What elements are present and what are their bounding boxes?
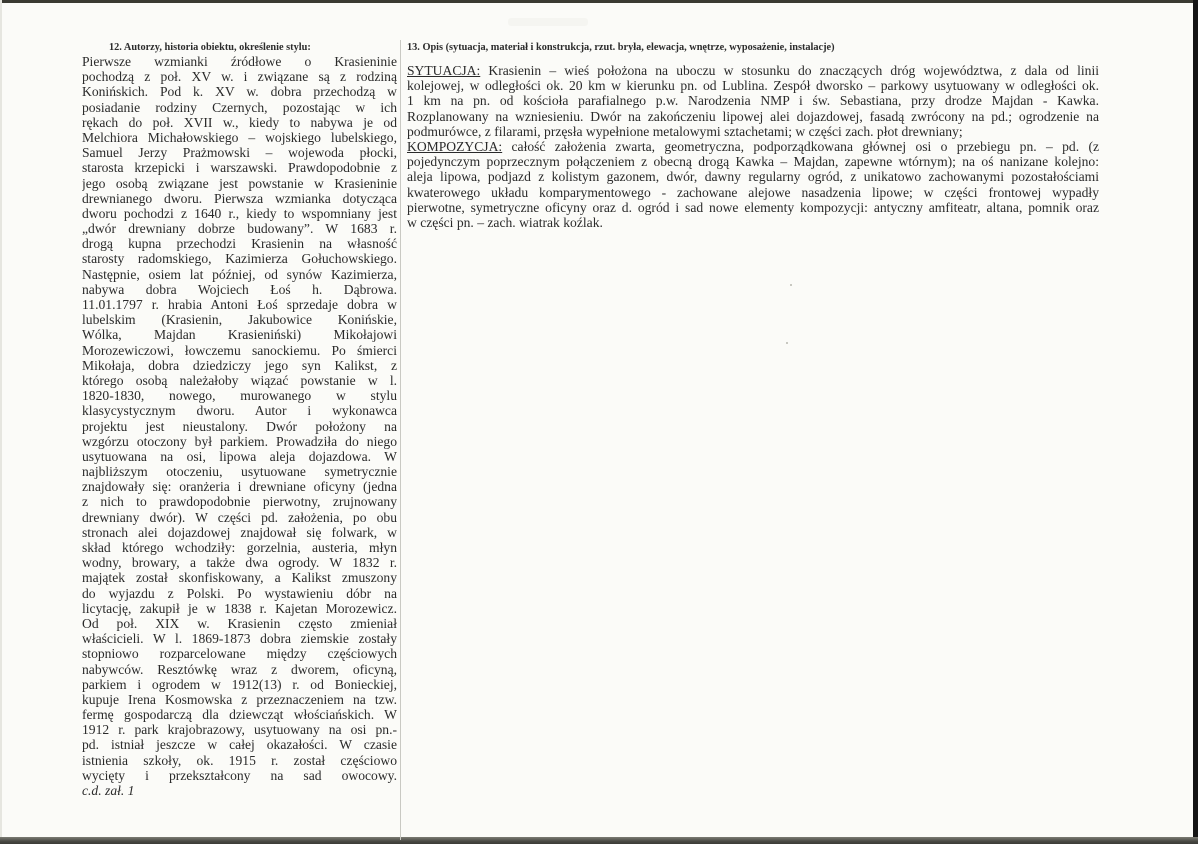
text-line: w części pn. – zach. wiatrak koźlak. xyxy=(407,214,603,230)
sytuacja-text: Krasienin – wieś położona na uboczu w stosunku do znaczących dróg województwa, z dala od linii xyxy=(480,63,1099,78)
section-13-description xyxy=(407,41,1099,230)
text-line: jego osobą związane jest powstanie w Krasieninie xyxy=(82,175,397,191)
text-line: Pierwsze wzmianki źródłowe o Krasieninie xyxy=(82,54,397,69)
text-line: wzgórzu otoczony był parkiem. Prowadziła do niego xyxy=(82,433,397,449)
text-line: Następnie, osiem lat później, od synów Kazimierza, xyxy=(82,266,397,282)
text-line: drogą kupna przechodzi Krasienin na własność xyxy=(82,236,397,252)
text-line: Od poł. XIX w. Krasienin często zmieniał xyxy=(82,615,397,631)
text-line: „dwór drewniany dobrze budowany”. W 1683 r. xyxy=(82,221,397,237)
text-line: projektu jest nieustalony. Dwór położony na xyxy=(82,418,397,434)
text-line: pierwotne, symetryczne oficyny oraz d. ogród i sad nowe elementy kompozycji: antyczny amfiteatr, altana, pomnik oraz xyxy=(407,199,1099,215)
text-line: wycięty i przekształcony na sad owocowy. xyxy=(82,767,397,783)
text-line: Wólka, Majdan Krasieniński) Mikołajowi xyxy=(82,327,397,343)
text-line xyxy=(407,63,1099,78)
text-line: 1820-1830, nowego, murowanego w stylu xyxy=(82,388,397,404)
column-divider xyxy=(400,40,401,840)
text-line: Melchiora Michałowskiego – wojskiego lubelskiego, xyxy=(82,129,397,145)
text-line: skład którego wchodziły: gorzelnia, austeria, młyn xyxy=(82,540,397,555)
text-line: nabywa dobra Wojciech Łoś h. Dąbrowa. xyxy=(82,281,397,297)
text-line: drewniany dwór). W części pd. założenia, po obu xyxy=(82,509,397,525)
text-line: Samuel Jerzy Prażmowski – wojewoda płocki, xyxy=(82,145,397,161)
sytuacja-label: SYTUACJA: xyxy=(407,63,481,78)
text-line: dworu pochodzi z 1640 r., kiedy to wspomniany jest xyxy=(82,205,397,221)
text-line: kolejowej, w odległości ok. 20 km w kierunku pn. od Lublina. Zespół dworsko – parkowy usytuowany w odległości ok. xyxy=(407,78,1099,94)
text-line: kwaterowego układu komparymentowego - zachowane alejowe nasadzenia lipowe; w części frontowej wypadły xyxy=(407,184,1099,200)
text-line: 1912 r. park krajobrazowy, usytuowany na osi pn.- xyxy=(82,722,397,738)
text-line: kupuje Irena Kosmowska z przeznaczeniem na tzw. xyxy=(82,691,397,707)
text-line: parkiem i ogrodem w 1912(13) r. od Bonieckiej, xyxy=(82,676,397,692)
scan-edge-bottom xyxy=(0,837,1198,844)
scan-edge-top xyxy=(0,0,1198,3)
text-line: starosty radomskiego, Kazimierza Gołuchowskiego. xyxy=(82,251,397,267)
section-12-heading: 12. Autorzy, historia obiektu, określenie stylu: xyxy=(109,42,311,53)
text-line: istnienia szkoły, ok. 1915 r. został częściowo xyxy=(82,752,397,768)
section-13-heading: 13. Opis (sytuacja, materiał i konstrukcja, rzut. bryła, elewacja, wnętrze, wyposażenie, instalacje) xyxy=(407,42,835,53)
text-line: pojedynczym poprzecznym połączeniem z obecną drogą Kawka – Majdan, zapewne wtórnym); na oś nanizane kolejno: xyxy=(407,154,1099,170)
text-line: majątek został skonfiskowany, a Kalikst zmuszony xyxy=(82,570,397,586)
text-line: znajdowały się: oranżeria i drewniane oficyny (jedna xyxy=(82,479,397,495)
text-line: aleja lipowa, podjazd z kolistym gazonem, dwór, dawny regularny ogród, z unikatowo zachowanymi pozostałościami xyxy=(407,169,1099,185)
text-line: stopniowo rozparcelowane między częściowych xyxy=(82,646,397,662)
text-line: podmurówce, z filarami, przęsła wypełnione metalowymi sztachetami; w części zach. płot drewniany; xyxy=(407,123,963,139)
text-line: Rozplanowany na wzniesieniu. Dwór na zakończeniu lipowej alei dojazdowej, fasadą zwrócony na pd.; ogrodzenie na xyxy=(407,108,1099,124)
text-line: wodny, browary, a także dwa ogrody. W 1832 r. xyxy=(82,555,397,571)
section-13-body xyxy=(407,63,1099,230)
text-line: 11.01.1797 r. hrabia Antoni Łoś sprzedaje dobra w xyxy=(82,297,397,312)
text-line: licytację, zakupił je w 1838 r. Kajetan Morozewicz. xyxy=(82,600,397,616)
kompozycja-text: całość założenia zwarta, geometryczna, podporządkowana głównej osi o przebiegu pn. – pd. (z xyxy=(502,138,1099,154)
continuation-note: c.d. zał. 1 xyxy=(82,783,135,798)
text-line: Morozewiczowi, łowczemu sanockiemu. Po śmierci xyxy=(82,342,397,358)
kompozycja-label: KOMPOZYCJA: xyxy=(407,138,503,154)
text-line: Mikołaja, dobra dziedziczy jego syn Kalikst, z xyxy=(82,357,397,373)
text-line: posiadanie rodziny Czernych, pozostając w ich xyxy=(82,99,397,115)
text-line: Konińskich. Pod k. XV w. dobra przechodzą w xyxy=(82,84,397,100)
text-line: stronach alei dojazdowej znajdował się folwark, w xyxy=(82,524,397,540)
text-line: starosta krzepicki i warszawski. Prawdopodobnie z xyxy=(82,160,397,176)
text-line: do wyjazdu z Polski. Po wystawieniu dóbr na xyxy=(82,585,397,601)
text-line: usytuowana na osi, lipowa aleja dojazdowa. W xyxy=(82,448,397,464)
text-line: pochodzą z poł. XV w. i związane są z rodziną xyxy=(82,69,397,85)
text-line: rękach do poł. XVII w., kiedy to nabywa je od xyxy=(82,114,397,130)
text-line: właścicieli. W l. 1869-1873 dobra ziemskie zostały xyxy=(82,631,397,647)
text-line: klasycystycznym dworu. Autor i wykonawca xyxy=(82,403,397,419)
text-line: 1 km na pn. od kościoła parafialnego p.w. Narodzenia NMP i św. Sebastiana, przy drodze Majdan - Kawka. xyxy=(407,93,1099,109)
text-line: pd. istniał jeszcze w całej okazałości. W czasie xyxy=(82,737,397,753)
text-line xyxy=(407,139,1099,154)
faint-stamp-mark xyxy=(508,18,588,26)
scan-edge-left xyxy=(0,0,2,844)
scan-speck xyxy=(790,284,792,286)
text-line: nabywców. Resztówkę wraz z dworem, oficyną, xyxy=(82,661,397,677)
text-line: najbliższym otoczeniu, usytuowane symetrycznie xyxy=(82,464,397,480)
section-12-history xyxy=(82,41,397,798)
text-line: którego osobą należałoby wiązać powstanie w l. xyxy=(82,372,397,388)
text-line: fermę gospodarczą dla dziewcząt włościańskich. W xyxy=(82,707,397,723)
scan-edge-right xyxy=(1193,0,1198,844)
scan-speck xyxy=(786,342,788,344)
section-12-body xyxy=(82,54,397,798)
text-line: drewnianego dworu. Pierwsza wzmianka dotycząca xyxy=(82,190,397,206)
text-line: lubelskim (Krasienin, Jakubowice Konińskie, xyxy=(82,312,397,328)
text-line: z nich to prawdopodobnie pierwotny, zrujnowany xyxy=(82,494,397,510)
